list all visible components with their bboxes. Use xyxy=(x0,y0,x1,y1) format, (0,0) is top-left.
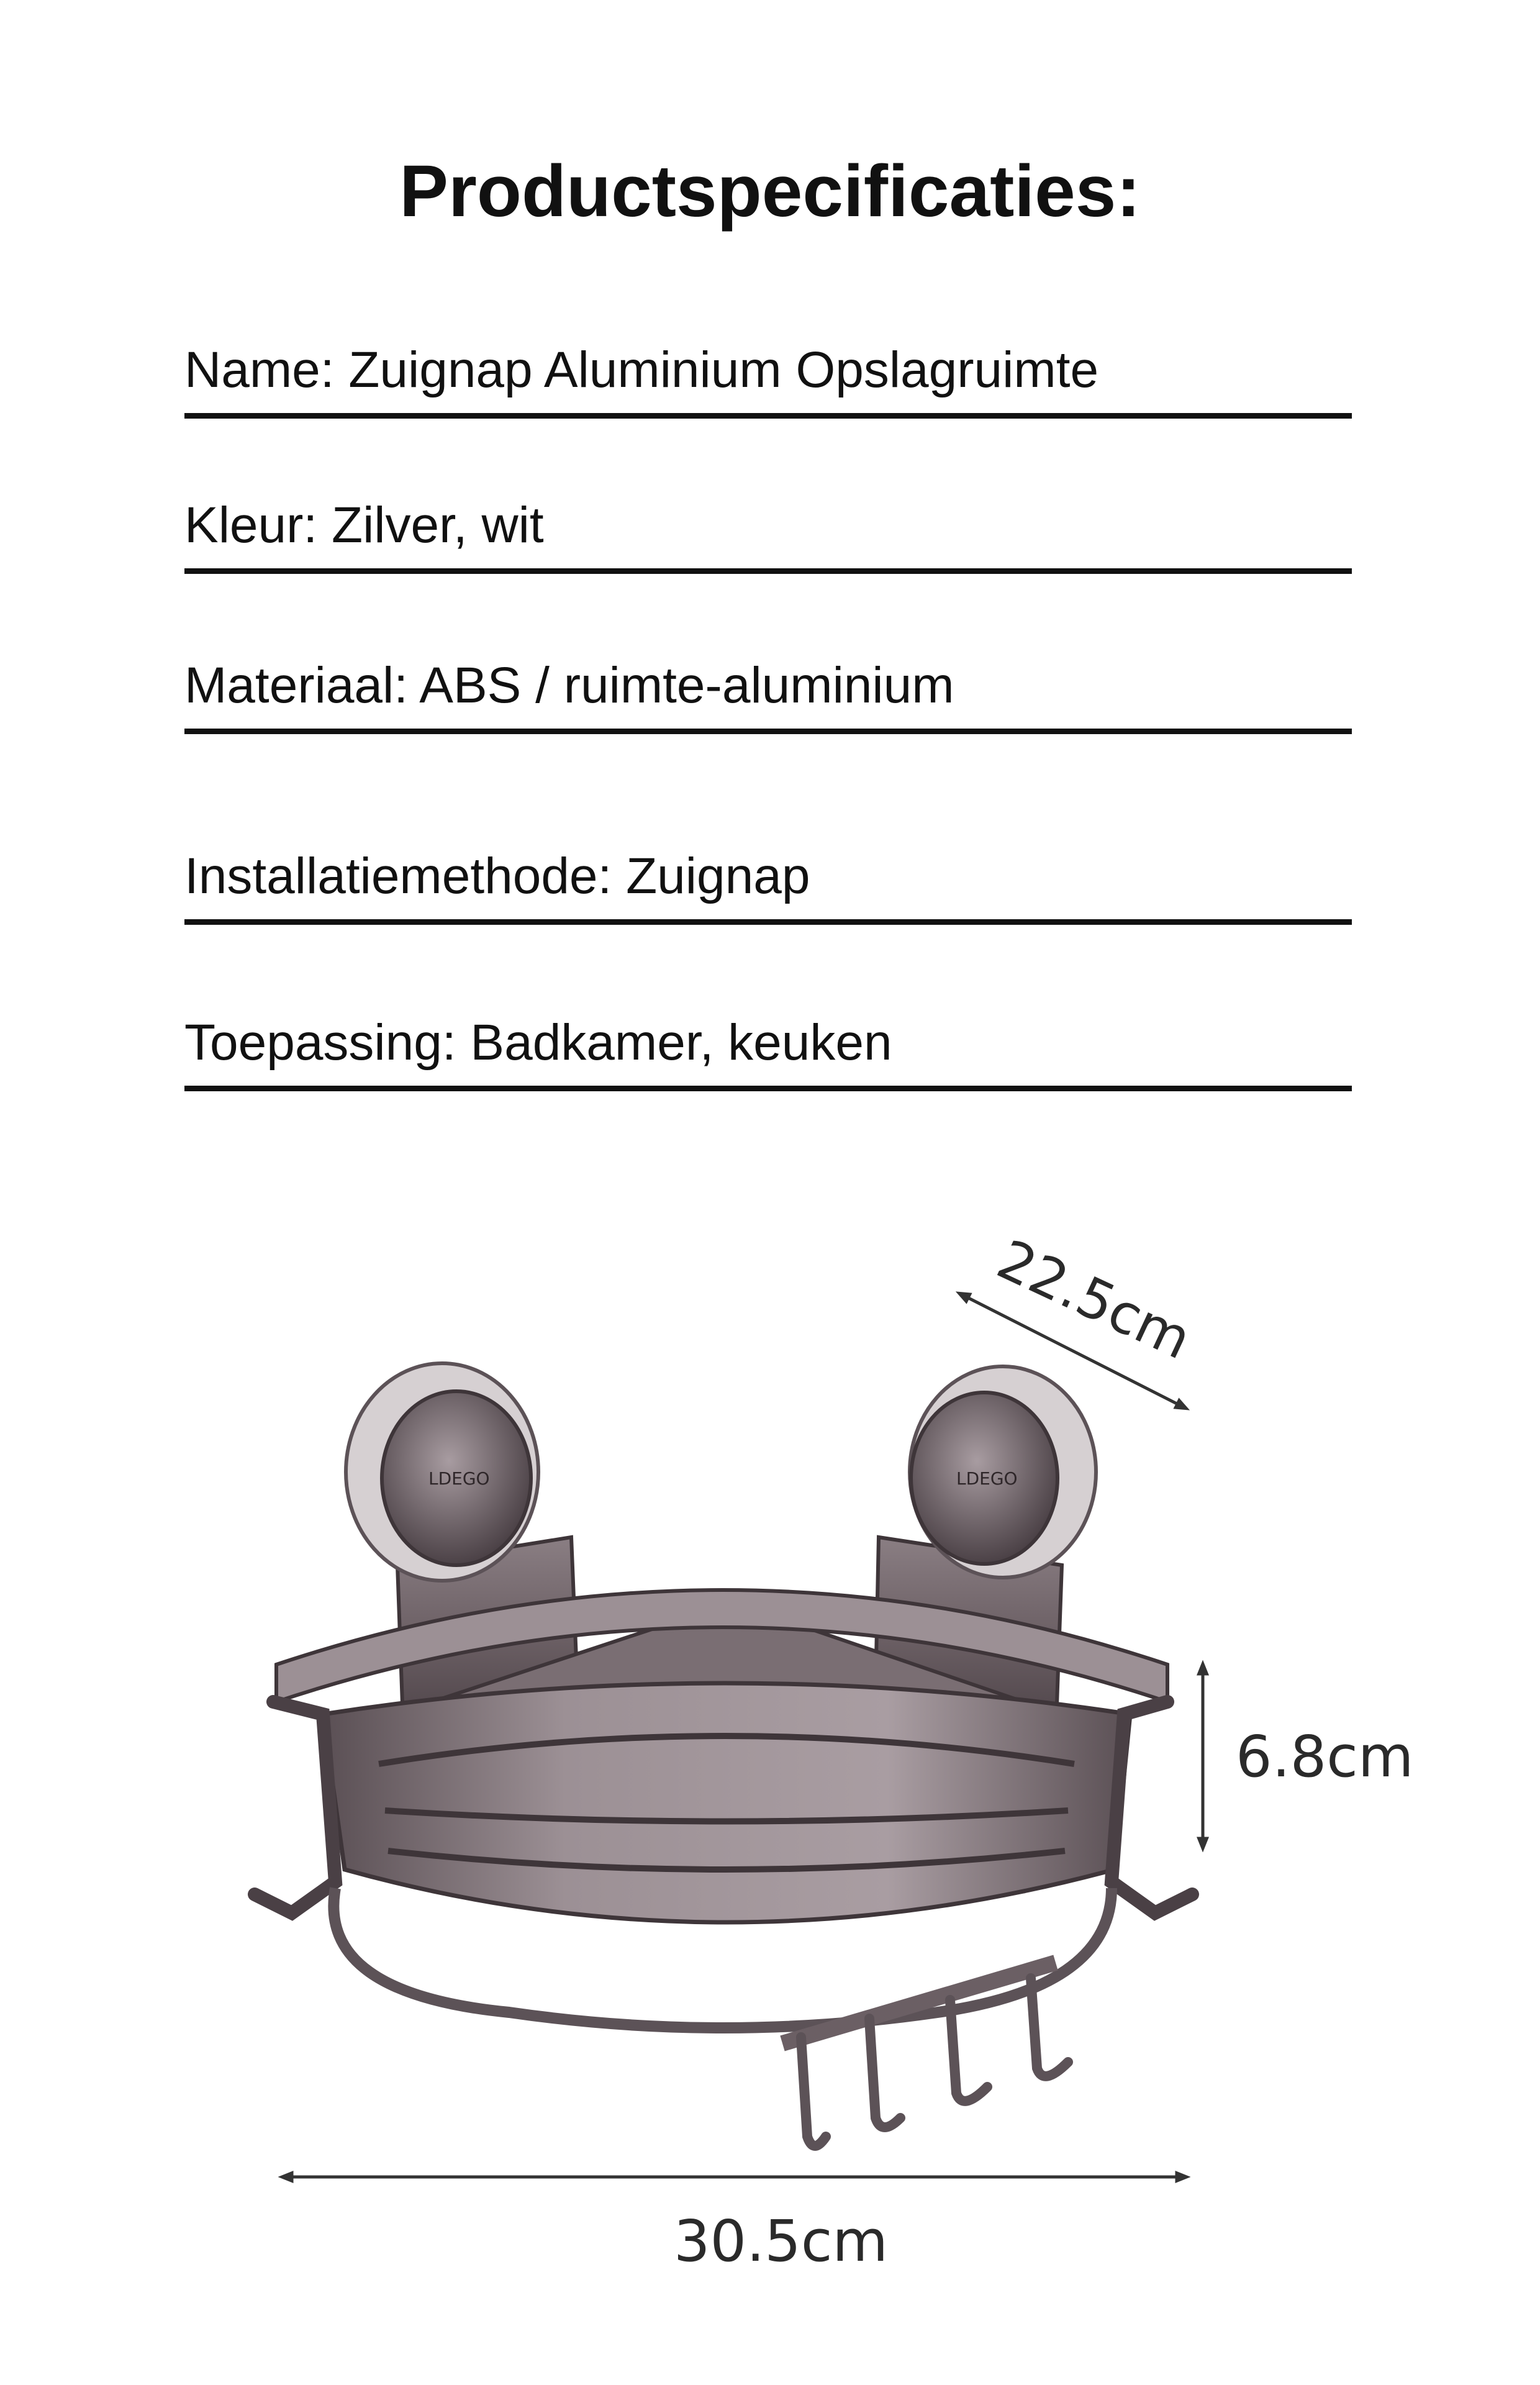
width-label: 30.5cm xyxy=(674,2208,889,2274)
suction-cup-left xyxy=(346,1363,538,1581)
product-figure xyxy=(0,1205,1540,2385)
height-dimension xyxy=(1203,1668,1414,1845)
spec-row-color xyxy=(184,497,1352,574)
spec-row-name xyxy=(184,342,1352,419)
spec-text: Name: Zuignap Aluminium Opslagruimte xyxy=(184,342,1099,398)
page-title: Productspecificaties: xyxy=(399,150,1141,232)
suction-cup-right xyxy=(910,1366,1096,1578)
corner-shelf-illustration xyxy=(255,1363,1192,2146)
spec-row-application xyxy=(184,1014,1352,1091)
spec-text: Materiaal: ABS / ruimte-aluminium xyxy=(184,657,954,714)
svg-text:LDEGO: LDEGO xyxy=(428,1468,490,1489)
spec-row-installation xyxy=(184,848,1352,925)
spec-text: Kleur: Zilver, wit xyxy=(184,497,544,553)
svg-text:LDEGO: LDEGO xyxy=(956,1468,1018,1489)
depth-label: 22.5cm xyxy=(988,1227,1201,1372)
spec-text: Installatiemethode: Zuignap xyxy=(184,848,810,904)
spec-text: Toepassing: Badkamer, keuken xyxy=(184,1014,892,1071)
height-label: 6.8cm xyxy=(1236,1724,1414,1790)
spec-row-material xyxy=(184,657,1352,734)
width-dimension xyxy=(286,2177,1183,2274)
